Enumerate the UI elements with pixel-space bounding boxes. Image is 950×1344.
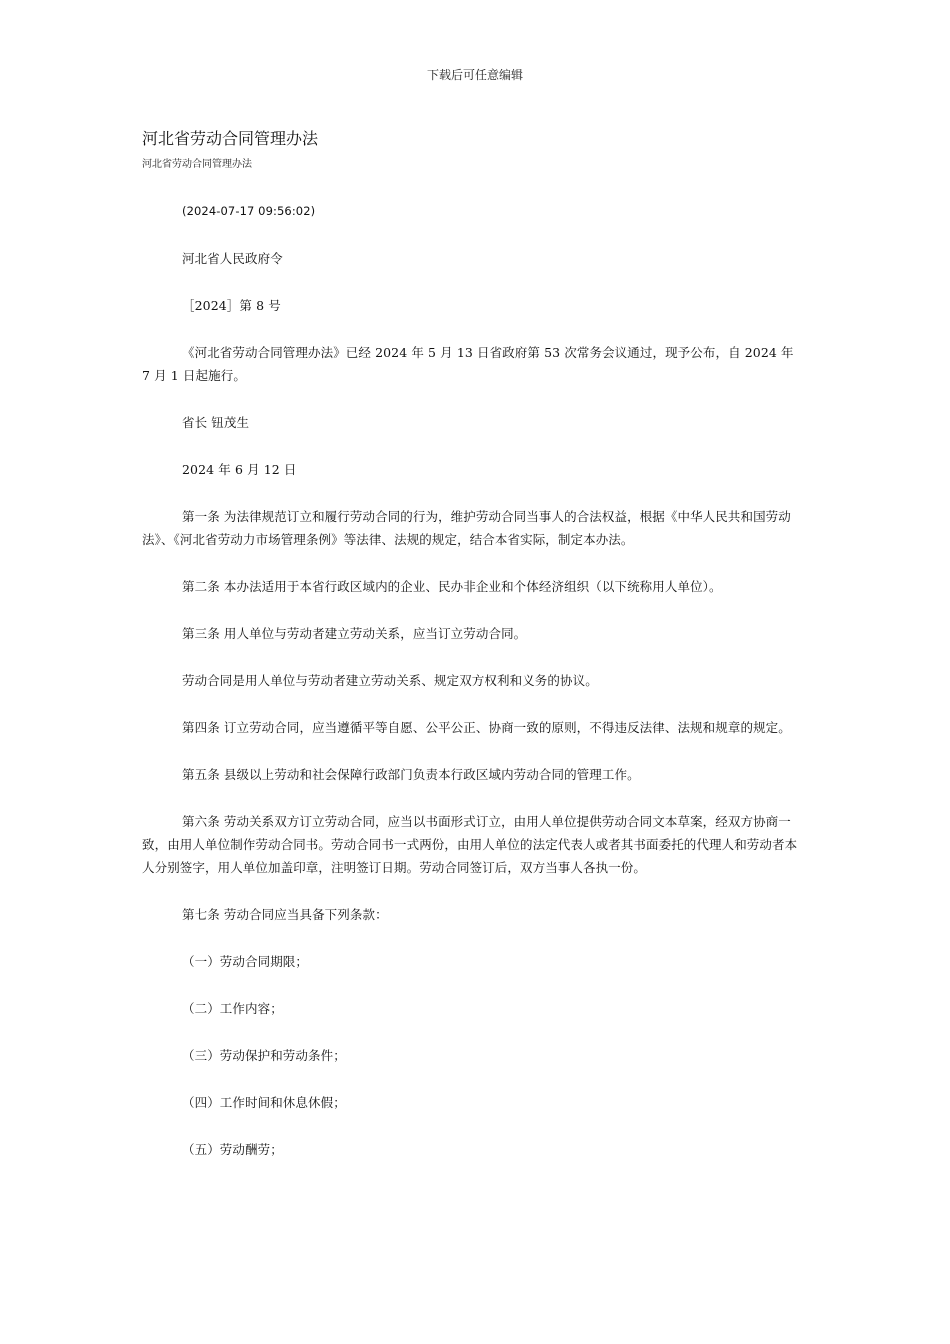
decree-issuer: 河北省人民政府令 — [182, 251, 283, 266]
decree-announcement: 《河北省劳动合同管理办法》已经 2024 年 5 月 13 日省政府第 53 次常务会议通过，现予公布，自 2024 年 7 月 1 日起施行。 — [142, 345, 794, 383]
article-1: 第一条 为法律规范订立和履行劳动合同的行为，维护劳动合同当事人的合法权益，根据《中华人民共和国劳动法》、《河北省劳动力市场管理条例》等法律、法规的规定，结合本省实际，制定本办法。 — [142, 509, 791, 547]
document-subtitle: 河北省劳动合同管理办法 — [142, 159, 252, 170]
signatory: 省长 钮茂生 — [182, 415, 250, 430]
document-body — [142, 200, 802, 1185]
header-note: 下载后可任意编辑 — [426, 68, 523, 82]
article-3-paragraph-2: 劳动合同是用人单位与劳动者建立劳动关系、规定双方权利和义务的协议。 — [182, 673, 598, 688]
article-5: 第五条 县级以上劳动和社会保障行政部门负责本行政区域内劳动合同的管理工作。 — [182, 767, 640, 782]
article-7-item-2: （二）工作内容； — [182, 1001, 283, 1016]
article-3: 第三条 用人单位与劳动者建立劳动关系，应当订立劳动合同。 — [182, 626, 527, 641]
timestamp: (2024-07-17 09:56:02) — [182, 204, 316, 218]
article-7-item-3: （三）劳动保护和劳动条件； — [182, 1048, 346, 1063]
article-6: 第六条 劳动关系双方订立劳动合同，应当以书面形式订立，由用人单位提供劳动合同文本草案，经双方协商一致，由用人单位制作劳动合同书。劳动合同书一式两份，由用人单位的法定代表人或者其书面委托的代理人和劳动者本人分别签字，用人单位加盖印章，注明签订日期。劳动合同签订后，双方当事人各执一份。 — [142, 814, 798, 875]
document-title: 河北省劳动合同管理办法 — [142, 129, 319, 148]
article-7-item-5: （五）劳动酬劳； — [182, 1142, 283, 1157]
article-2: 第二条 本办法适用于本省行政区域内的企业、民办非企业和个体经济组织（以下统称用人单位）。 — [182, 579, 722, 594]
decree-number: ［2024］第 8 号 — [182, 298, 281, 313]
article-7-item-1: （一）劳动合同期限； — [182, 954, 309, 969]
article-7: 第七条 劳动合同应当具备下列条款： — [182, 907, 388, 922]
article-7-item-4: （四）工作时间和休息休假； — [182, 1095, 346, 1110]
article-4: 第四条 订立劳动合同，应当遵循平等自愿、公平公正、协商一致的原则，不得违反法律、法规和规章的规定。 — [182, 720, 791, 735]
decree-date: 2024 年 6 月 12 日 — [182, 462, 297, 477]
